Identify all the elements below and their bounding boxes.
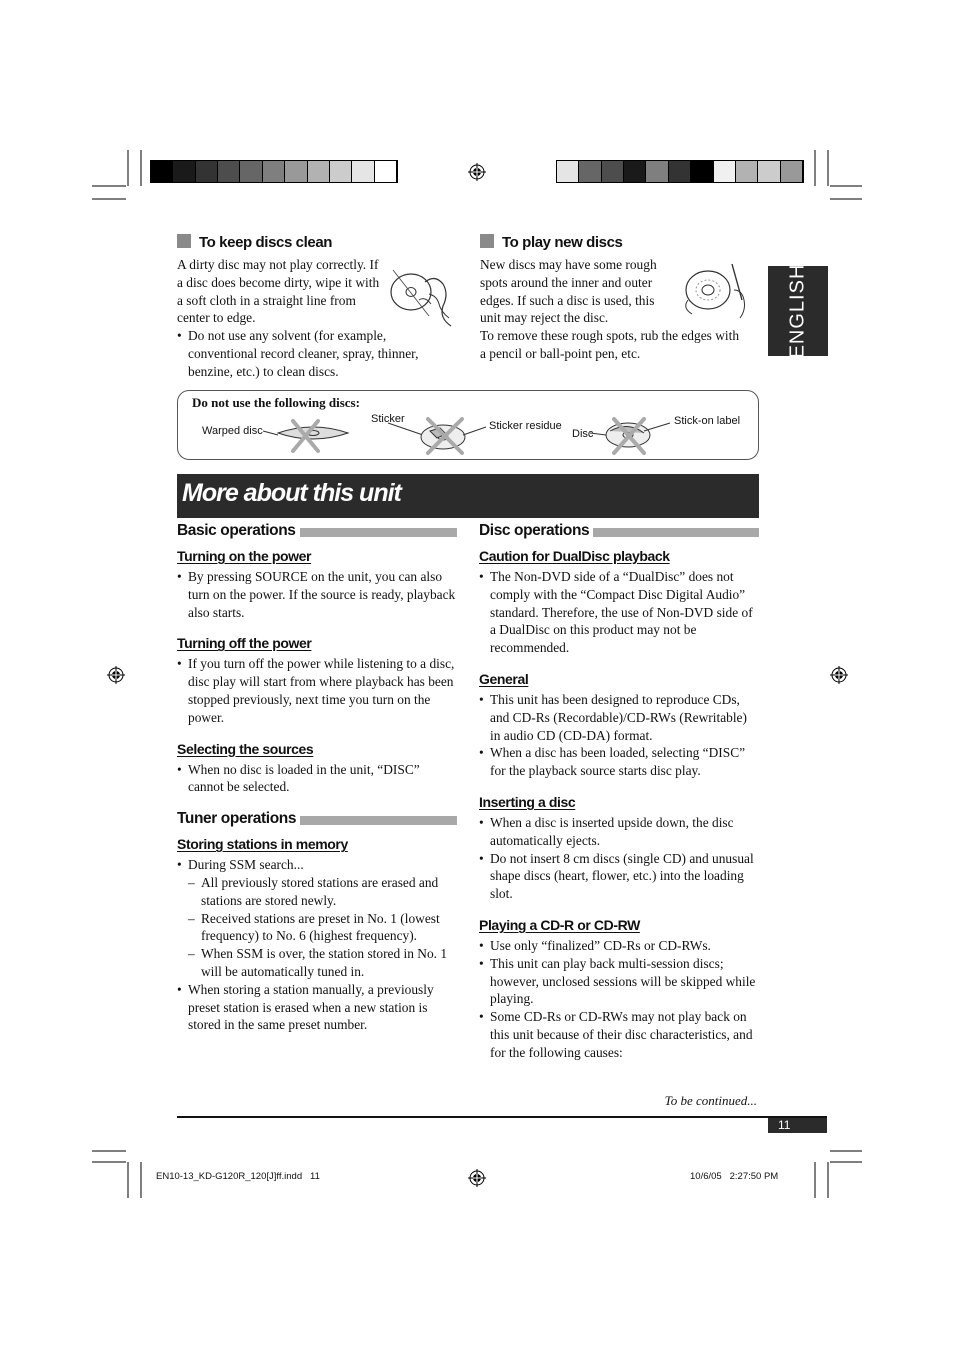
cdr-title: Playing a CD-R or CD-RW [479,916,640,933]
color-swatch [758,161,780,182]
color-swatch [714,161,736,182]
storing-stations-title: Storing stations in memory [177,836,348,853]
label-residue: Sticker residue [489,420,562,432]
list-item: • Do not insert 8 cm discs (single CD) and unusual shape discs (heart, flower, etc.) into the loading slot. [479,850,759,903]
list-item: • When no disc is loaded in the unit, “DISC” cannot be selected. [177,761,457,797]
registration-mark-icon [107,666,125,684]
color-swatch [736,161,758,182]
keep-clean-heading: To keep discs clean [177,234,457,251]
new-discs-para-2: To remove these rough spots, rub the edges with a pencil or ball-point pen, etc. [480,328,740,361]
list-item: • When a disc has been loaded, selecting “DISC” for the playback source starts disc play. [479,744,759,780]
color-swatch [624,161,646,182]
list-item: • Use only “finalized” CD-Rs or CD-RWs. [479,937,759,955]
color-swatch [240,161,262,182]
language-tab-label: ENGLISH [786,263,809,359]
footer-rule [177,1116,827,1118]
color-swatch [218,161,240,182]
continued-note: To be continued... [664,1093,757,1108]
label-warped: Warped disc [202,425,263,437]
color-swatch [375,161,397,182]
color-swatch [330,161,352,182]
color-swatch [646,161,668,182]
label-sticker: Sticker [371,413,405,425]
list-item: • The Non-DVD side of a “DualDisc” does not comply with the “Compact Disc Digital Audio” standard. Therefore, the use of Non-DVD side of a DualDisc on this product may not be recommended. [479,568,759,657]
crop-marks-bottom [0,1140,954,1210]
page-number: 11 [778,1118,791,1132]
tuner-operations-heading: Tuner operations [177,810,457,828]
registration-mark-icon [830,666,848,684]
selecting-sources-title: Selecting the sources [177,740,314,757]
color-swatch [602,161,624,182]
color-swatch [196,161,218,182]
new-discs-para: New discs may have some rough spots around the inner and outer edges. If such a disc is used, this unit may reject the disc. [480,257,657,326]
footer-filename: EN10-13_KD-G120R_120[J]ff.indd 11 [156,1171,320,1182]
list-item: • This unit has been designed to reproduce CDs, and CD-Rs (Recordable)/CD-RWs (Rewritable) in audio CD (CD-DA) format. [479,691,759,744]
right-column [479,522,759,1062]
list-item: • During SSM search... – All previously stored stations are erased and stations are stored newly. – Received stations are preset in No. 1 (lowest frequency) to No. 6 (highest frequency). – When SSM is over, the station stored in No. 1 will be automatically tuned in. [177,856,457,981]
storing-stations-list [177,856,457,1034]
color-swatch [173,161,195,182]
disc-wiping-icon [385,262,457,328]
list-item: • Some CD-Rs or CD-RWs may not play back on this unit because of their disc characteristics, and for the following causes: [479,1008,759,1061]
list-item: – When SSM is over, the station stored in No. 1 will be automatically tuned in. [188,945,457,981]
list-item: – Received stations are preset in No. 1 (lowest frequency) to No. 6 (highest frequency). [188,910,457,946]
selecting-sources-list [177,761,457,797]
color-swatch [781,161,803,182]
warning-box-title: Do not use the following discs: [192,395,360,410]
section-bar [593,528,759,537]
turning-on-list [177,568,457,621]
keep-clean-list [177,327,457,380]
section-bar [300,816,457,825]
turning-off-list [177,655,457,726]
registration-mark-icon [468,163,486,181]
warning-box [177,390,759,460]
disc-operations-heading: Disc operations [479,522,759,540]
color-bar-left [150,160,398,183]
list-item: • If you turn off the power while listening to a disc, disc play will start from where playback has been stopped previously, next time you turn on the power. [177,655,457,726]
turning-off-title: Turning off the power [177,635,312,652]
label-stickon: Stick-on label [674,415,741,427]
color-swatch [308,161,330,182]
color-swatch [352,161,374,182]
color-swatch [579,161,601,182]
language-tab [768,263,828,359]
basic-operations-heading: Basic operations [177,522,457,540]
list-item: • Do not use any solvent (for example, conventional record cleaner, spray, thinner, benzine, etc.) to clean discs. [177,327,457,380]
footer-date: 10/6/05 2:27:50 PM [690,1171,779,1182]
color-swatch [557,161,579,182]
section-banner [177,474,759,518]
prohibited-discs-icon [178,391,758,459]
inserting-list [479,814,759,903]
inserting-title: Inserting a disc [479,793,576,810]
color-swatch [669,161,691,182]
new-discs-heading: To play new discs [480,234,760,251]
left-column [177,522,457,1034]
color-swatch [263,161,285,182]
dualdisc-list [479,568,759,657]
turning-on-title: Turning on the power [177,548,312,564]
list-item: • By pressing SOURCE on the unit, you can also turn on the power. If the source is ready, playback also starts. [177,568,457,621]
keep-clean-para: A dirty disc may not play correctly. If a disc does become dirty, wipe it with a soft cloth in a straight line from center to edge. [177,257,380,326]
list-item: • When a disc is inserted upside down, the disc automatically ejects. [479,814,759,850]
list-item: – All previously stored stations are erased and stations are stored newly. [188,874,457,910]
cdr-list [479,937,759,1062]
color-swatch [151,161,173,182]
color-swatch [285,161,307,182]
dualdisc-title: Caution for DualDisc playback [479,548,670,564]
color-bar-right [556,160,804,183]
color-swatch [691,161,713,182]
list-item: • When storing a station manually, a previously preset station is erased when a new station is stored in the same preset number. [177,981,457,1034]
section-bar [300,528,457,537]
general-list [479,691,759,780]
general-title: General [479,670,529,687]
ssm-sublist [188,874,457,981]
heading-square-icon [480,234,494,248]
list-item: • This unit can play back multi-session discs; however, unclosed sessions will be skipped while playing. [479,955,759,1008]
page-number-tab [768,1118,827,1133]
label-disc: Disc [572,428,594,440]
banner-title: More about this unit [182,479,401,507]
heading-square-icon [177,234,191,248]
disc-pencil-icon [680,260,756,322]
